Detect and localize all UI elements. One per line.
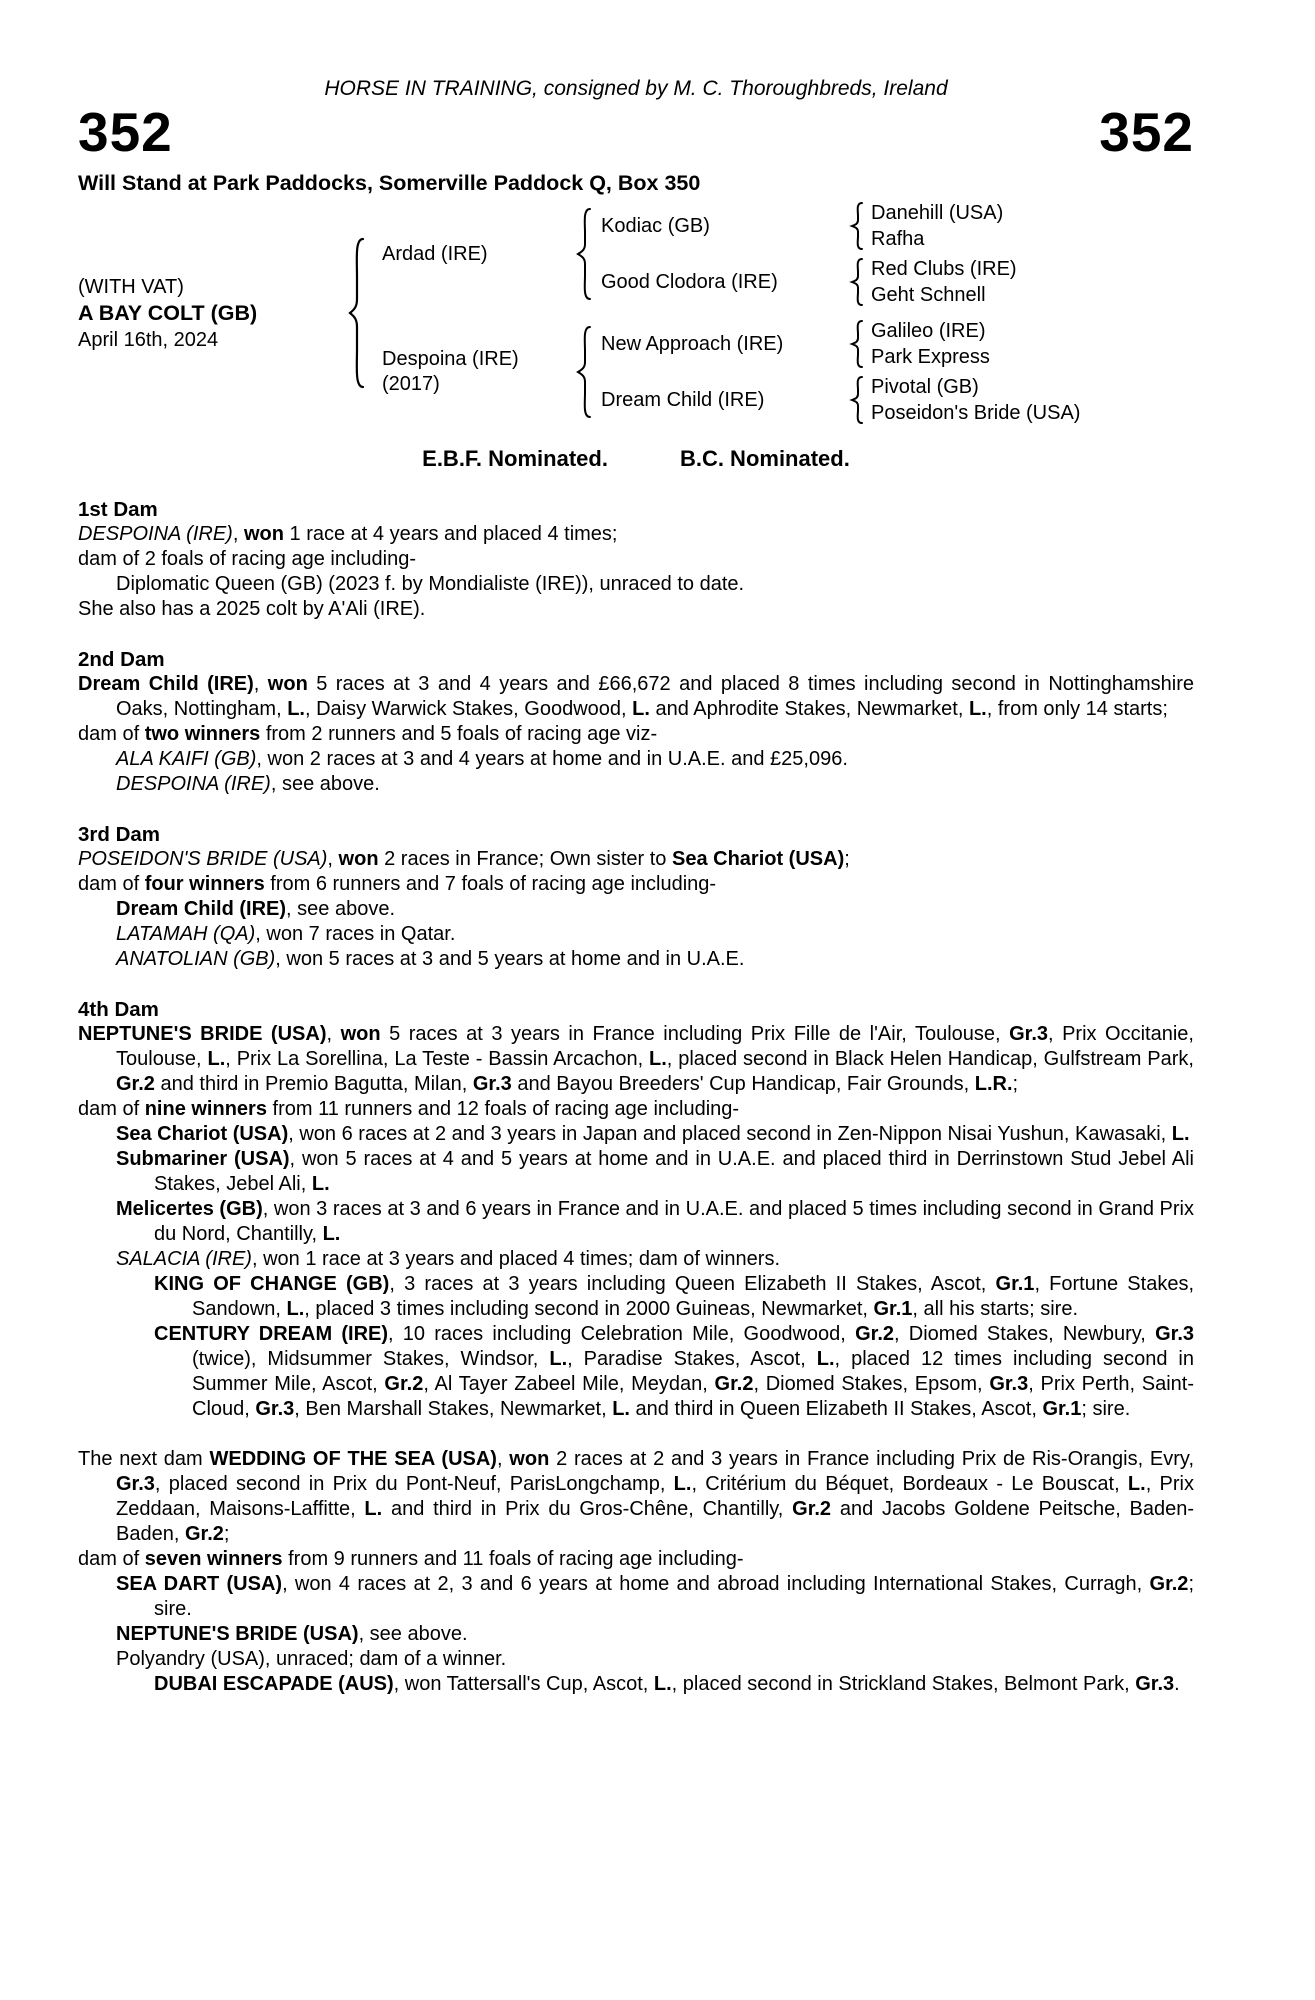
text-run: , won 1 race at 3 years and placed 4 times; dam of winners. (251, 1248, 781, 1270)
text-run: four winners (144, 873, 265, 895)
text-run: Dream Child (IRE) (78, 673, 254, 695)
dam-grandsire-unit (593, 318, 1194, 370)
text-run: Gr.2 (1149, 1573, 1189, 1595)
text-run: DESPOINA (IRE) (78, 523, 233, 545)
text-run: , see above. (358, 1623, 468, 1645)
text-run: (twice), Midsummer Stakes, Windsor, (192, 1348, 550, 1370)
dam-branch (368, 318, 1194, 426)
text-run: L. (612, 1398, 630, 1420)
text-run: L. (968, 698, 987, 720)
text-run: dam of (78, 1098, 145, 1120)
ancestor-name: Geht Schnell (871, 284, 986, 306)
text-run: L. (549, 1348, 568, 1370)
text-run: , (253, 673, 268, 695)
sire-dam-name: Good Clodora (IRE) (601, 270, 778, 293)
text-run: SALACIA (IRE) (116, 1248, 252, 1270)
pedigree-tree (78, 200, 1194, 426)
pedigree-paragraph (116, 1147, 1194, 1197)
text-run: , 3 races at 3 years including Queen Elizabeth II Stakes, Ascot, (389, 1273, 996, 1295)
text-run: , placed 12 times including second in Summer Mile, Ascot, (192, 1348, 1195, 1395)
text-run: KING OF CHANGE (GB) (154, 1273, 390, 1295)
pedigree-paragraph (154, 1672, 1194, 1697)
pedigree-paragraph (116, 897, 1194, 922)
section-heading: 4th Dam (78, 998, 159, 1021)
text-run: Gr.2 (116, 1073, 155, 1095)
text-run: Dream Child (IRE) (116, 898, 287, 920)
ancestor-name: Galileo (IRE) (871, 320, 986, 342)
pedigree-generations (368, 200, 1194, 426)
brace-icon (575, 325, 593, 419)
text-run: Diplomatic Queen (GB) (2023 f. by Mondialiste (IRE)), unraced to date. (116, 573, 745, 595)
text-run: , see above. (286, 898, 395, 920)
text-run: , Critérium du Béquet, Bordeaux - Le Bouscat, (691, 1473, 1128, 1495)
dam-section (78, 997, 1194, 1422)
text-run: , Prix Perth, Saint-Cloud, (192, 1373, 1194, 1420)
text-run: and Aphrodite Stakes, Newmarket, (649, 698, 969, 720)
text-run: , Daisy Warwick Stakes, Goodwood, (304, 698, 633, 720)
text-run: dam of 2 foals of racing age including- (78, 548, 416, 570)
text-run: , Ben Marshall Stakes, Newmarket, (294, 1398, 613, 1420)
text-run: SEA DART (USA) (116, 1573, 283, 1595)
text-run: Gr.2 (792, 1498, 832, 1520)
text-run: . (1174, 1673, 1180, 1695)
pedigree-paragraph (116, 1247, 1194, 1272)
text-run: , (496, 1448, 510, 1470)
text-run: L. (364, 1498, 383, 1520)
pedigree-paragraph (78, 597, 1194, 622)
text-run: dam of (78, 873, 145, 895)
text-run: Submariner (USA) (116, 1148, 290, 1170)
consignment-header: HORSE IN TRAINING, consigned by M. C. Thoroughbreds, Ireland (324, 77, 948, 100)
stand-location: Will Stand at Park Paddocks, Somerville Paddock Q, Box 350 (78, 171, 701, 195)
text-run: 1 race at 4 years and placed 4 times; (283, 523, 618, 545)
brace-icon (346, 237, 366, 389)
text-run: , Al Tayer Zabeel Mile, Meydan, (423, 1373, 715, 1395)
pedigree-paragraph (116, 772, 1194, 797)
text-run: and Bayou Breeders' Cup Handicap, Fair Grounds, (511, 1073, 975, 1095)
dam-sire-name: New Approach (IRE) (601, 332, 784, 355)
text-run: ; (844, 848, 850, 870)
dam-section (78, 1447, 1194, 1697)
pedigree-paragraph (116, 1197, 1194, 1247)
brace-icon (849, 257, 865, 307)
ancestor-name: Poseidon's Bride (USA) (871, 402, 1081, 424)
text-run: won (243, 523, 284, 545)
sire-branch (368, 200, 1194, 308)
sire-name: Ardad (IRE) (382, 242, 488, 265)
text-run: ; sire. (154, 1573, 1194, 1620)
text-run: , from only 14 starts; (986, 698, 1168, 720)
text-run: L. (1171, 1123, 1190, 1145)
text-run: CENTURY DREAM (IRE) (154, 1323, 389, 1345)
text-run: , see above. (270, 773, 380, 795)
text-run: , won 3 races at 3 and 6 years in France and in U.A.E. and placed 5 times including second in Grand Prix du Nord, Chantilly, (154, 1198, 1194, 1245)
sire-granddam-unit (593, 256, 1194, 308)
text-run: DESPOINA (IRE) (116, 773, 271, 795)
text-run: L. (653, 1673, 672, 1695)
text-run: Gr.2 (714, 1373, 754, 1395)
text-run: Gr.1 (995, 1273, 1035, 1295)
lot-number-right: 352 (1099, 101, 1194, 163)
text-run: L. (311, 1173, 330, 1195)
text-run: NEPTUNE'S BRIDE (USA) (116, 1623, 359, 1645)
text-run: , (327, 848, 339, 870)
text-run: L. (649, 1048, 667, 1070)
text-run: Gr.3 (116, 1473, 155, 1495)
bc-nominated-label: B.C. Nominated. (679, 446, 850, 471)
brace-icon (849, 201, 865, 251)
text-run: from 2 runners and 5 foals of racing age viz- (260, 723, 658, 745)
text-run: Gr.1 (873, 1298, 913, 1320)
pedigree-paragraph (116, 1572, 1194, 1622)
text-run: , won 6 races at 2 and 3 years in Japan and placed second in Zen-Nippon Nisai Yushun, Kawasaki, (288, 1123, 1172, 1145)
pedigree-paragraph (116, 1622, 1194, 1647)
text-run: L. (207, 1048, 226, 1070)
text-run: Gr.2 (384, 1373, 424, 1395)
text-run: , won Tattersall's Cup, Ascot, (393, 1673, 654, 1695)
text-run: , won 2 races at 3 and 4 years at home and in U.A.E. and £25,096. (256, 748, 848, 770)
text-run: , won 7 races in Qatar. (255, 923, 456, 945)
text-run: seven winners (144, 1548, 283, 1570)
ancestor-name: Park Express (871, 346, 990, 368)
pedigree-paragraph (116, 922, 1194, 947)
text-run: ANATOLIAN (GB) (116, 948, 276, 970)
text-run: won (509, 1448, 550, 1470)
section-heading: 2nd Dam (78, 648, 165, 671)
pedigree-paragraph (116, 747, 1194, 772)
foal-date: April 16th, 2024 (78, 328, 219, 351)
text-run: WEDDING OF THE SEA (USA) (209, 1448, 497, 1470)
dam-section (78, 497, 1194, 622)
text-run: L.R. (974, 1073, 1013, 1095)
text-run: Gr.3 (989, 1373, 1029, 1395)
dam-granddam-unit (593, 374, 1194, 426)
pedigree-paragraph (116, 572, 1194, 597)
pedigree-paragraph (78, 522, 1194, 547)
text-run: , placed second in Black Helen Handicap, Gulfstream Park, (666, 1048, 1194, 1070)
text-run: She also has a 2025 colt by A'Ali (IRE). (78, 598, 426, 620)
text-run: , Fortune Stakes, Sandown, (192, 1273, 1195, 1320)
text-run: ; (1012, 1073, 1019, 1095)
dam-name-block (382, 347, 575, 397)
text-run: won (340, 1023, 381, 1045)
text-run: and third in Prix du Gros-Chêne, Chantilly, (382, 1498, 793, 1520)
section-heading: 1st Dam (78, 498, 158, 521)
text-run: dam of (78, 723, 145, 745)
text-run: , won 4 races at 2, 3 and 6 years at home and abroad including International Stakes, Curragh, (282, 1573, 1150, 1595)
text-run: , placed second in Strickland Stakes, Belmont Park, (671, 1673, 1136, 1695)
pedigree-paragraph (78, 1447, 1195, 1547)
text-run: POSEIDON'S BRIDE (USA) (78, 848, 328, 870)
dam-section (78, 822, 1194, 972)
ancestor-name: Red Clubs (IRE) (871, 258, 1017, 280)
section-heading: 3rd Dam (78, 823, 161, 846)
text-run: Gr.2 (184, 1523, 224, 1545)
text-run: , Diomed Stakes, Newbury, (894, 1323, 1156, 1345)
text-run: , won 5 races at 4 and 5 years at home and in U.A.E. and placed third in Derrinstown Stud Jebel Ali Stakes, Jebel Ali, (154, 1148, 1194, 1195)
text-run: won (267, 673, 308, 695)
ancestor-name: Pivotal (GB) (871, 376, 979, 398)
pedigree-paragraph (78, 722, 1194, 747)
text-run: L. (287, 698, 305, 720)
pedigree-paragraph (78, 1097, 1194, 1122)
text-run: 2 races in France; Own sister to (378, 848, 672, 870)
text-run: from 9 runners and 11 foals of racing age including- (282, 1548, 744, 1570)
text-run: nine winners (144, 1098, 267, 1120)
dam-year: (2017) (382, 373, 440, 395)
lot-number-row (78, 101, 1194, 163)
text-run: two winners (144, 723, 261, 745)
ancestor-name: Danehill (USA) (871, 202, 1004, 224)
pedigree-paragraph (78, 672, 1194, 722)
text-run: , placed 3 times including second in 2000 Guineas, Newmarket, (304, 1298, 874, 1320)
dam-section (78, 647, 1194, 797)
brace-icon (575, 207, 593, 301)
text-run: L. (816, 1348, 835, 1370)
text-run: L. (1127, 1473, 1146, 1495)
sire-grandsire-unit (593, 200, 1194, 252)
text-run: , Prix La Sorellina, La Teste - Bassin Arcachon, (225, 1048, 650, 1070)
text-run: Gr.2 (855, 1323, 894, 1345)
text-run: L. (673, 1473, 692, 1495)
lot-number-left: 352 (78, 101, 173, 163)
text-run: , (232, 523, 244, 545)
text-run: , placed second in Prix du Pont-Neuf, ParisLongchamp, (154, 1473, 674, 1495)
pedigree-paragraph (116, 1122, 1194, 1147)
text-run: , Diomed Stakes, Epsom, (753, 1373, 990, 1395)
pedigree-paragraph (116, 1647, 1194, 1672)
brace-icon (849, 319, 865, 369)
text-run: , all his starts; sire. (912, 1298, 1079, 1320)
text-run: and third in Queen Elizabeth II Stakes, Ascot, (629, 1398, 1043, 1420)
text-run: 5 races at 3 and 4 years and £66,672 and placed 8 times including second in Nottinghamshire Oaks, Nottingham, (116, 673, 1194, 720)
text-run: Gr.3 (255, 1398, 295, 1420)
text-run: Polyandry (USA), unraced; dam of a winner. (116, 1648, 507, 1670)
pedigree-paragraph (116, 947, 1194, 972)
pedigree-sections (78, 497, 1194, 1697)
text-run: and third in Premio Bagutta, Milan, (154, 1073, 473, 1095)
text-run: dam of (78, 1548, 145, 1570)
pedigree-paragraph (154, 1322, 1195, 1422)
text-run: won (338, 848, 379, 870)
subject-block (78, 274, 346, 353)
text-run: Sea Chariot (USA) (671, 848, 845, 870)
text-run: The next dam (78, 1448, 210, 1470)
pedigree-paragraph (78, 872, 1194, 897)
text-run: L. (632, 698, 650, 720)
text-run: from 11 runners and 12 foals of racing age including- (266, 1098, 740, 1120)
text-run: ; (223, 1523, 230, 1545)
text-run: LATAMAH (QA) (116, 923, 256, 945)
text-run: , 10 races including Celebration Mile, Goodwood, (388, 1323, 856, 1345)
text-run: Sea Chariot (USA) (116, 1123, 289, 1145)
text-run: ALA KAIFI (GB) (116, 748, 257, 770)
text-run: 5 races at 3 years in France including Prix Fille de l'Air, Toulouse, (380, 1023, 1010, 1045)
pedigree-paragraph (78, 547, 1194, 572)
ancestor-name: Rafha (871, 228, 925, 250)
text-run: , Paradise Stakes, Ascot, (567, 1348, 817, 1370)
text-run: , Prix Occitanie, Toulouse, (116, 1023, 1194, 1070)
text-run: L. (286, 1298, 305, 1320)
text-run: Gr.3 (1009, 1023, 1049, 1045)
pedigree-paragraph (78, 1547, 1194, 1572)
text-run: NEPTUNE'S BRIDE (USA) (78, 1023, 327, 1045)
dam-dam-name: Dream Child (IRE) (601, 388, 765, 411)
text-run: , won 5 races at 3 and 5 years at home and in U.A.E. (275, 948, 745, 970)
horse-name: A BAY COLT (GB) (78, 300, 258, 325)
brace-icon (849, 375, 865, 425)
text-run: 2 races at 2 and 3 years in France including Prix de Ris-Orangis, Evry, (549, 1448, 1194, 1470)
ebf-nominated-label: E.B.F. Nominated. (422, 446, 608, 471)
text-run: Gr.3 (1155, 1323, 1194, 1345)
text-run: Gr.3 (472, 1073, 512, 1095)
pedigree-paragraph (78, 1022, 1194, 1097)
text-run: Melicertes (GB) (116, 1198, 263, 1220)
text-run: and Jacobs Goldene Peitsche, Baden-Baden, (116, 1498, 1195, 1545)
sire-sire-name: Kodiac (GB) (601, 214, 710, 237)
dam-name: Despoina (IRE) (382, 348, 519, 370)
text-run: , Prix Zeddaan, Maisons-Laffitte, (116, 1473, 1194, 1520)
text-run: DUBAI ESCAPADE (AUS) (154, 1673, 394, 1695)
nominations-line (78, 446, 1194, 472)
text-run: L. (322, 1223, 341, 1245)
text-run: from 6 runners and 7 foals of racing age including- (264, 873, 717, 895)
vat-label: (WITH VAT) (78, 275, 184, 298)
text-run: ; sire. (1081, 1398, 1131, 1420)
text-run: , (326, 1023, 341, 1045)
pedigree-paragraph (154, 1272, 1195, 1322)
pedigree-paragraph (78, 847, 1194, 872)
text-run: Gr.3 (1135, 1673, 1175, 1695)
text-run: Gr.1 (1042, 1398, 1082, 1420)
